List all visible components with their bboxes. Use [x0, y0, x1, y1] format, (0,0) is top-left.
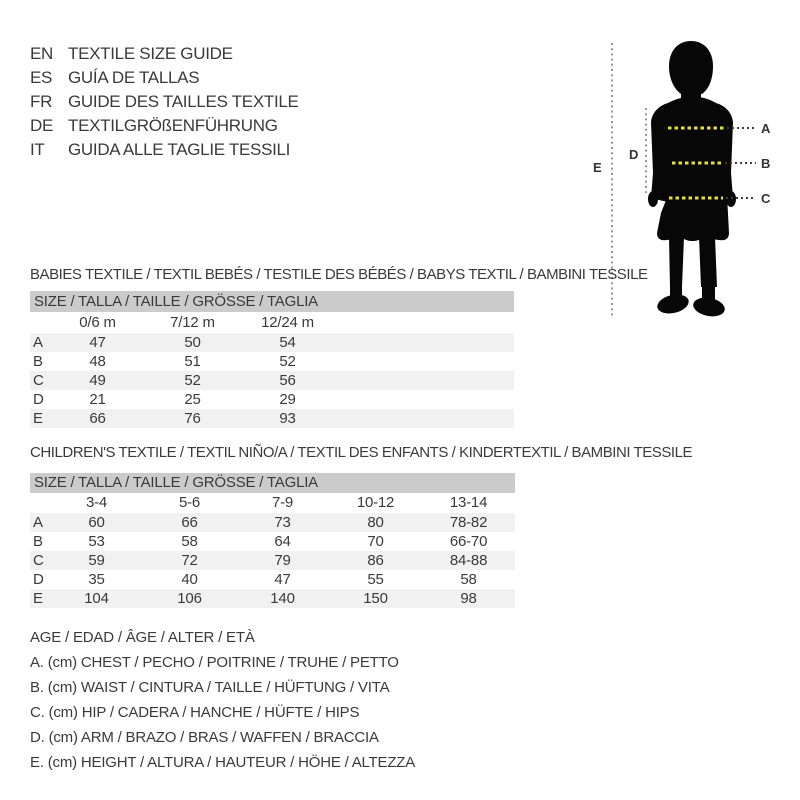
size-header-label: SIZE / TALLA / TAILLE / GRÖSSE / TAGLIA [30, 473, 515, 493]
babies-size-table [30, 291, 514, 428]
cell: 72 [143, 551, 236, 570]
legend-item-d: D. (cm) ARM / BRAZO / BRAS / WAFFEN / BRACCIA [30, 729, 379, 746]
table-row [30, 532, 515, 551]
row-label: C [30, 551, 50, 570]
cell: 70 [367, 533, 384, 550]
cell: 56 [240, 371, 335, 390]
language-title: GUIDE DES TAILLES TEXTILE [68, 92, 299, 111]
language-code: ES [30, 68, 53, 87]
cell: 140 [236, 589, 329, 608]
marker-label-d: D [629, 147, 639, 162]
cell: 79 [236, 551, 329, 570]
size-header-bar [30, 291, 514, 312]
row-label: A [30, 333, 50, 352]
cell: 106 [143, 589, 236, 608]
cell: 150 [329, 589, 422, 608]
row-label: A [30, 513, 50, 532]
table-row [30, 589, 515, 608]
cell: 53 [88, 533, 105, 550]
cell: 73 [236, 513, 329, 532]
table-row [30, 570, 515, 589]
language-row [30, 42, 299, 66]
row-label: B [33, 353, 43, 370]
table-row [30, 513, 515, 532]
table-row [30, 551, 515, 570]
table-row [30, 390, 514, 409]
column-header-row [30, 493, 515, 513]
row-label: B [33, 533, 43, 550]
cell: 51 [184, 353, 201, 370]
cell: 66 [143, 513, 236, 532]
column-header: 7-9 [271, 494, 294, 511]
legend-item-a: A. (cm) CHEST / PECHO / POITRINE / TRUHE / PETTO [30, 654, 399, 671]
cell: 76 [145, 409, 240, 428]
cell: 64 [274, 533, 291, 550]
cell: 66-70 [449, 533, 488, 550]
language-row [30, 114, 299, 138]
language-title: GUÍA DE TALLAS [68, 68, 200, 87]
marker-label-e: E [593, 160, 602, 175]
language-title: TEXTILE SIZE GUIDE [68, 44, 233, 63]
row-label: E [30, 409, 50, 428]
cell: 49 [50, 371, 145, 390]
legend-age-line: AGE / EDAD / ÂGE / ALTER / ETÀ [30, 629, 255, 646]
marker-label-b: B [761, 156, 771, 171]
child-silhouette-icon [648, 41, 736, 319]
column-header: 0/6 m [79, 314, 116, 331]
babies-section-heading: BABIES TEXTILE / TEXTIL BEBÉS / TESTILE DES BÉBÉS / BABYS TEXTIL / BAMBINI TESSILE [30, 266, 648, 283]
cell: 66 [50, 409, 145, 428]
language-code: EN [30, 44, 54, 63]
column-header: 13-14 [449, 494, 488, 511]
language-code: FR [30, 92, 53, 111]
size-header-label: SIZE / TALLA / TAILLE / GRÖSSE / TAGLIA [30, 291, 514, 312]
cell: 80 [329, 513, 422, 532]
language-row [30, 90, 299, 114]
language-title: TEXTILGRÖßENFÜHRUNG [68, 116, 278, 135]
table-row [30, 352, 514, 371]
cell: 47 [50, 333, 145, 352]
cell: 21 [89, 391, 106, 408]
cell: 29 [279, 391, 296, 408]
table-row [30, 333, 514, 352]
measurement-legend [30, 625, 415, 775]
column-header: 5-6 [178, 494, 201, 511]
marker-label-a: A [761, 121, 771, 136]
cell: 48 [89, 353, 106, 370]
table-row [30, 409, 514, 428]
cell: 52 [145, 371, 240, 390]
language-title-list [30, 42, 299, 162]
cell: 58 [181, 533, 198, 550]
row-label: C [30, 371, 50, 390]
column-header-row [30, 312, 514, 333]
children-section-heading: CHILDREN'S TEXTILE / TEXTIL NIÑO/A / TEXTIL DES ENFANTS / KINDERTEXTIL / BAMBINI TESSILE [30, 444, 693, 461]
row-label: E [30, 589, 50, 608]
children-size-table [30, 473, 515, 608]
cell: 47 [274, 571, 291, 588]
cell: 58 [460, 571, 477, 588]
language-row [30, 138, 299, 162]
cell: 78-82 [422, 513, 515, 532]
language-code: IT [30, 140, 45, 159]
cell: 104 [50, 589, 143, 608]
column-header: 7/12 m [170, 314, 215, 331]
language-row [30, 66, 299, 90]
cell: 59 [50, 551, 143, 570]
cell: 86 [329, 551, 422, 570]
table-row [30, 371, 514, 390]
column-header: 3-4 [85, 494, 108, 511]
cell: 98 [422, 589, 515, 608]
cell: 84-88 [422, 551, 515, 570]
cell: 52 [279, 353, 296, 370]
cell: 35 [88, 571, 105, 588]
language-title: GUIDA ALLE TAGLIE TESSILI [68, 140, 291, 159]
cell: 40 [181, 571, 198, 588]
legend-item-b: B. (cm) WAIST / CINTURA / TAILLE / HÜFTUNG / VITA [30, 679, 390, 696]
row-label: D [33, 571, 44, 588]
cell: 60 [50, 513, 143, 532]
column-header: 10-12 [356, 494, 395, 511]
cell: 55 [367, 571, 384, 588]
legend-item-e: E. (cm) HEIGHT / ALTURA / HAUTEUR / HÖHE / ALTEZZA [30, 754, 416, 771]
cell: 93 [240, 409, 335, 428]
size-header-bar [30, 473, 515, 493]
cell: 54 [240, 333, 335, 352]
row-label: D [33, 391, 44, 408]
language-code: DE [30, 116, 54, 135]
cell: 50 [145, 333, 240, 352]
column-header: 12/24 m [261, 314, 314, 331]
cell: 25 [184, 391, 201, 408]
legend-item-c: C. (cm) HIP / CADERA / HANCHE / HÜFTE / HIPS [30, 704, 360, 721]
marker-label-c: C [761, 191, 771, 206]
